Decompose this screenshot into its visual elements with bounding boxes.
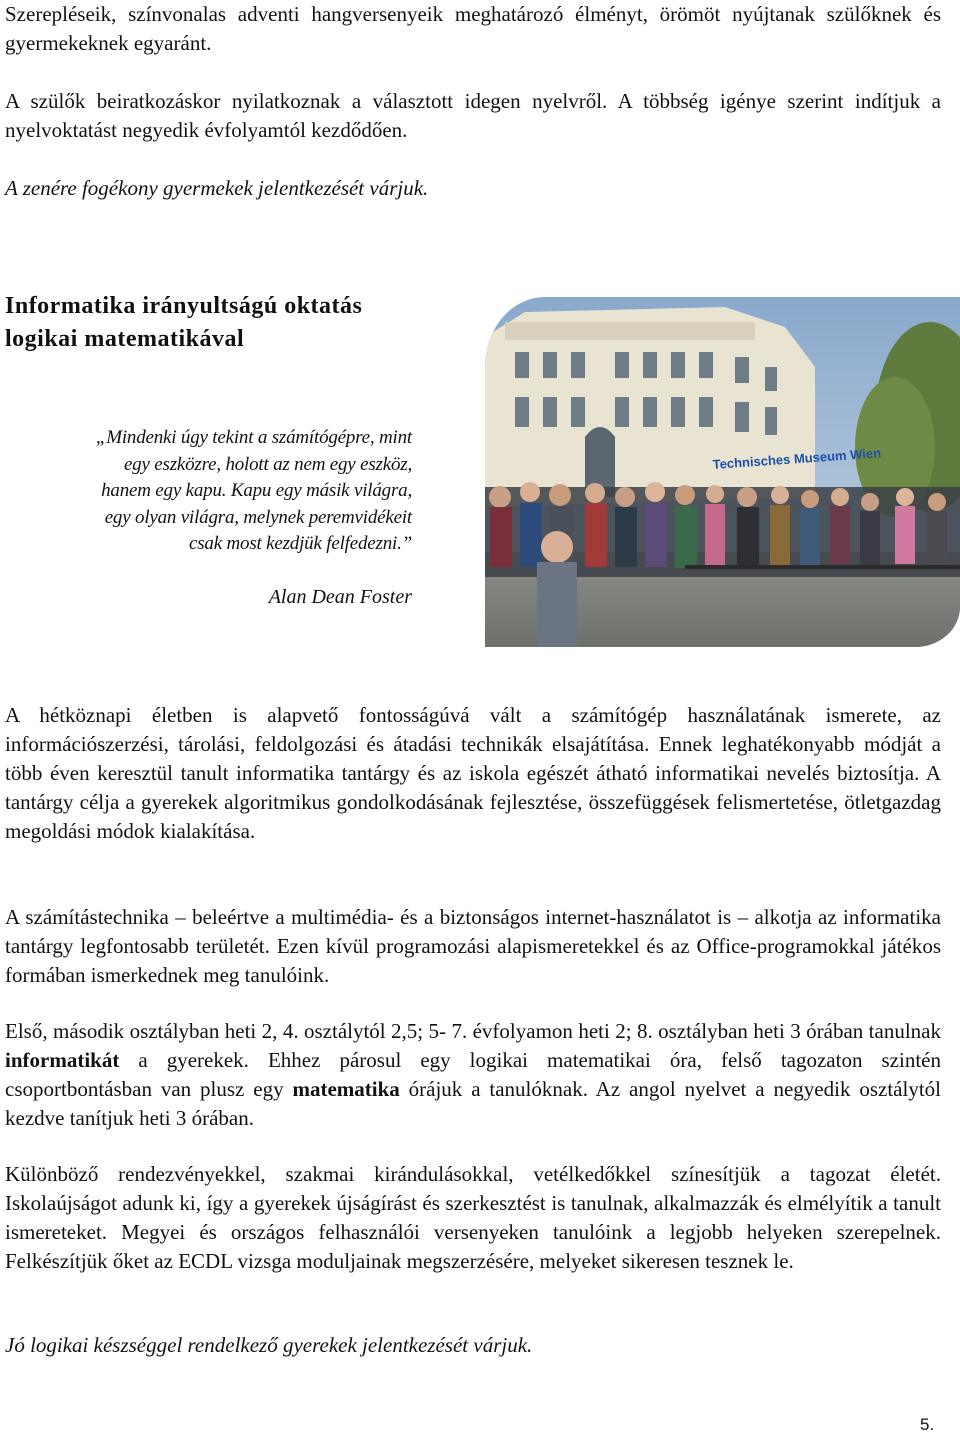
quote-line: egy eszközre, holott az nem egy eszköz,	[123, 453, 412, 475]
music-call-to-action: A zenére fogékony gyermekek jelentkezését várjuk.	[5, 176, 429, 200]
section-heading	[5, 290, 475, 356]
schedule-text-part: a gyerekek. Ehhez párosul egy logikai matematikai óra, felső tagozaton szintén csoportbontásban van plusz egy	[5, 1048, 941, 1101]
quote-block	[20, 425, 412, 558]
intro-paragraph-music: Szerepléseik, színvonalas adventi hangversenyeik meghatározó élményt, örömöt nyújtanak szülőknek és gyermekeknek egyaránt.	[5, 2, 941, 55]
quote-line: egy olyan világra, melynek peremvidékeit	[104, 506, 412, 528]
intro-paragraph-language: A szülők beiratkozáskor nyilatkoznak a választott idegen nyelvről. A többség igénye szerint indítjuk a nyelvoktatást negyedik évfolyamtól kezdődően.	[5, 89, 941, 142]
body-paragraph-schedule	[5, 1017, 941, 1133]
informatics-bold: informatikát	[5, 1048, 120, 1072]
section-heading-line-1: Informatika irányultságú oktatás	[5, 293, 363, 319]
body-paragraph-it-skills: A hétköznapi életben is alapvető fontosságúvá vált a számítógép használatának ismerete, az információszerzési, tárolási, feldolgozási és átadási technikák elsajátítása. Ennek leghatékonyabb módját a több éven keresztül tanult informatika tantárgy és az iskola egészét átható informatikai nevelés biztosítja. A tantárgy célja a gyerekek algoritmikus gondolkodásának fejlesztése, összefüggések felismertetése, ötletgazdag megoldási módok kialakítása.	[5, 703, 941, 843]
informatics-call-to-action: Jó logikai készséggel rendelkező gyerekek jelentkezését várjuk.	[5, 1333, 533, 1357]
school-trip-photo	[485, 297, 960, 647]
quote-line: csak most kezdjük felfedezni.”	[188, 533, 412, 554]
schedule-text-part: Első, második osztályban heti 2, 4. osztálytól 2,5; 5- 7. évfolyamon heti 2; 8. osztályban heti 3 órában tanulnak	[5, 1019, 941, 1043]
quote-line: „Mindenki úgy tekint a számítógépre, mint	[95, 427, 412, 448]
page-number: 5.	[920, 1415, 935, 1434]
body-paragraph-events: Különböző rendezvényekkel, szakmai kirándulásokkal, vetélkedőkkel színesítjük a tagozat életét. Iskolaújságot adunk ki, így a gyerekek újságírást és szerkesztést is tanulnak, alkalmazzák és elmélyítik a tanult ismereteket. Megyei és országos felhasználói versenyeken tanulóink a legjobb helyeken szerepelnek. Felkészítjük őket az ECDL vizsga moduljainak megszerzésére, melyeket sikeresen tesznek le.	[5, 1162, 941, 1273]
museum-sign: Technisches Museum Wien	[712, 445, 882, 472]
mathematics-bold: matematika	[292, 1077, 400, 1101]
section-heading-line-2: logikai matematikával	[5, 326, 245, 352]
museum-group-photo-image	[485, 297, 960, 647]
quote-author: Alan Dean Foster	[268, 586, 412, 608]
body-paragraph-computing: A számítástechnika – beleértve a multimédia- és a biztonságos internet-használatot is – alkotja az informatika tantárgy legfontosabb területét. Ezen kívül programozási alapismeretekkel és az Office-programokkal játékos formában ismerkednek meg tanulóink.	[5, 905, 941, 987]
schedule-text-part: órájuk a tanulóknak. Az angol nyelvet a negyedik osztálytól kezdve tanítjuk heti 3 órában.	[5, 1077, 941, 1130]
quote-line: hanem egy kapu. Kapu egy másik világra,	[101, 480, 412, 501]
